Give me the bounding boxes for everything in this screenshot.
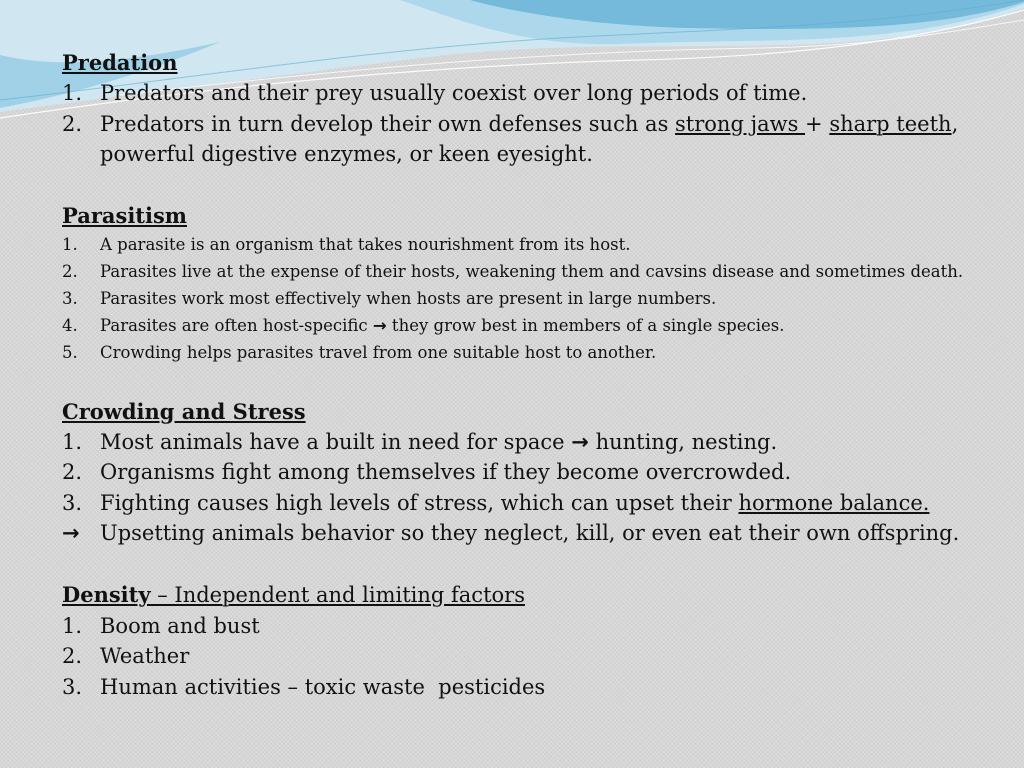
list-number: 1.	[62, 81, 83, 105]
list-number: 1.	[62, 613, 83, 638]
list-item	[62, 611, 1002, 642]
list-number: 5.	[62, 342, 78, 362]
list-number: 1.	[62, 429, 83, 454]
list-item-text-cont: hunting, nesting.	[588, 429, 778, 454]
parasitism-list	[62, 231, 1002, 366]
list-number: 2.	[62, 460, 83, 484]
spacer	[62, 366, 1002, 396]
list-item	[62, 641, 1002, 672]
list-item-text: Predators and their prey usually coexist over long periods of time.	[100, 81, 808, 105]
right-arrow-icon: →	[62, 521, 80, 545]
list-item-text: Boom and bust	[100, 613, 260, 638]
list-item-text: Most animals have a built in need for space	[100, 429, 572, 454]
list-item-text: Crowding helps parasites travel from one suitable host to another.	[100, 342, 657, 362]
list-number: 2.	[62, 644, 83, 668]
crowding-list	[62, 427, 1002, 549]
section-title-crowding: Crowding and Stress	[62, 398, 306, 424]
list-item	[62, 312, 1002, 339]
density-subtitle: – Independent and limiting factors	[150, 582, 525, 607]
list-item	[62, 488, 1002, 519]
list-item-text: Weather	[100, 644, 190, 668]
list-item	[62, 518, 1002, 549]
list-number: 2.	[62, 111, 83, 136]
list-item-text-cont: they grow best in members of a single species.	[386, 315, 785, 335]
plus-sign: +	[805, 111, 830, 136]
section-title-parasitism: Parasitism	[62, 202, 188, 228]
list-item-text: Organisms fight among themselves if they become overcrowded.	[100, 460, 792, 484]
list-item-text-cont: , powerful digestive enzymes, or keen eyesight.	[100, 111, 959, 166]
density-list	[62, 611, 1002, 703]
spacer	[62, 549, 1002, 579]
underlined-term-hormone-balance: hormone balance.	[738, 490, 930, 515]
density-title: Density	[62, 581, 151, 607]
list-item-text: Human activities – toxic waste pesticides	[100, 674, 546, 699]
spacer	[62, 170, 1002, 200]
list-item-text: Parasites work most effectively when hosts are present in large numbers.	[100, 288, 717, 308]
slide-content	[62, 47, 1002, 702]
list-item	[62, 109, 1002, 170]
list-item-text: Fighting causes high levels of stress, which can upset their	[100, 490, 739, 515]
list-number: 3.	[62, 674, 83, 699]
list-number: 3.	[62, 288, 78, 308]
list-number: 4.	[62, 315, 78, 335]
section-title-predation: Predation	[62, 50, 178, 75]
predation-list	[62, 78, 1002, 170]
underlined-term-strong-jaws: strong jaws	[675, 111, 806, 136]
list-item-text: Parasites are often host-specific	[100, 315, 373, 335]
list-number: 2.	[62, 261, 78, 281]
list-item	[62, 231, 1002, 258]
list-item	[62, 457, 1002, 488]
list-item	[62, 258, 1002, 285]
list-item-text: A parasite is an organism that takes nourishment from its host.	[100, 234, 631, 254]
list-item-text: Parasites live at the expense of their hosts, weakening them and cavsins disease and sometimes death.	[100, 261, 964, 281]
list-item	[62, 672, 1002, 703]
list-item	[62, 78, 1002, 109]
section-title-density	[62, 579, 1002, 611]
list-item-text: Upsetting animals behavior so they neglect, kill, or even eat their own offspring.	[100, 521, 960, 545]
right-arrow-icon: →	[571, 429, 589, 454]
underlined-term-sharp-teeth: sharp teeth	[829, 111, 952, 136]
list-number: 3.	[62, 490, 83, 515]
list-item	[62, 285, 1002, 312]
list-item	[62, 427, 1002, 458]
list-item	[62, 339, 1002, 366]
right-arrow-icon: →	[372, 315, 387, 335]
list-item-text: Predators in turn develop their own defenses such as	[100, 111, 676, 136]
list-number: 1.	[62, 234, 78, 254]
